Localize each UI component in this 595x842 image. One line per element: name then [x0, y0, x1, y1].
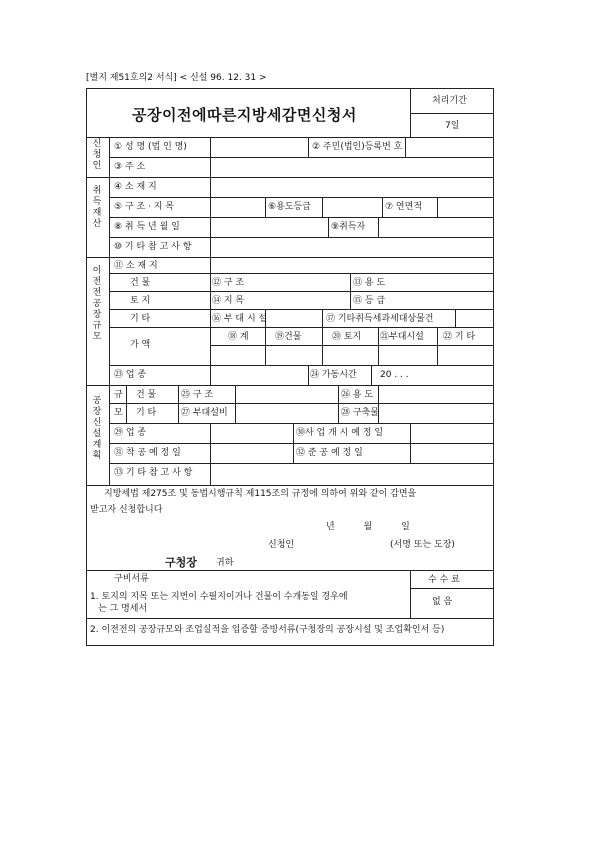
new-building-label: 건 물 [136, 390, 157, 400]
signature-or-seal: (서명 또는 도장) [390, 540, 455, 550]
applicant-sign-label: 신청인 [268, 540, 295, 550]
value-other-label: ㉒ 기 타 [443, 332, 476, 342]
operating-time-value: 20 . . . [380, 370, 409, 380]
row-line [109, 423, 493, 424]
row-line [109, 273, 493, 274]
col-line [265, 327, 266, 365]
row-line [109, 157, 493, 158]
col-line [308, 365, 309, 385]
acquirer-label: ⑨취득자 [331, 222, 366, 232]
new-factory-plan-section-label: 공 장 신 설 계 획 [92, 396, 102, 461]
new-plan-notes-label: ㉝ 기 타 참 고 사 항 [114, 468, 193, 478]
required-doc-1-line2: 는 그 명세서 [98, 604, 148, 614]
acquired-notes-label: ⑩ 기 타 참 고 사 항 [114, 242, 192, 252]
required-doc-1-line1: 1. 토지의 지목 또는 지번이 수필지이거나 건물이 수개동일 경우에 [90, 592, 348, 602]
row-line [109, 197, 493, 198]
value-total-label: ⑱ 계 [228, 332, 249, 342]
fee-divider [410, 570, 411, 618]
col-line [378, 327, 379, 365]
col-line [455, 309, 456, 327]
new-facility-label: ㉗ 부대설비 [181, 408, 228, 418]
required-documents-label: 구비서류 [114, 574, 149, 584]
col-line [293, 423, 294, 463]
new-structures-label: ㉘ 구축물 [341, 408, 379, 418]
row-line [109, 291, 493, 292]
col-line [235, 385, 236, 423]
acquisition-date-label: ⑧ 취 득 년 월 일 [114, 222, 180, 232]
new-other-label: 기 타 [136, 408, 157, 418]
col-line [178, 385, 179, 423]
pre-move-other-label: 기 타 [130, 314, 151, 324]
col-line [382, 197, 383, 217]
col-line [322, 309, 323, 327]
value-land-label: ⑳ 토지 [332, 332, 362, 342]
row-line [109, 327, 493, 328]
col-line [210, 423, 211, 485]
col-line [437, 197, 438, 217]
required-doc-2: 2. 이전전의 공장규모와 조업실적을 입증할 증빙서류(구청장의 공장시설 및 조업확인서 등) [90, 625, 445, 635]
row-line [109, 237, 493, 238]
col-line [210, 177, 211, 257]
col-line [378, 217, 379, 237]
pre-move-category-label: ⑭ 지 목 [212, 296, 245, 306]
row-line [210, 345, 493, 346]
new-structure-label: ㉕ 구 조 [181, 390, 214, 400]
col-line [328, 217, 329, 237]
frame-left-line [86, 88, 87, 645]
new-usage-label: ㉖ 용 도 [341, 390, 374, 400]
col-line [126, 385, 127, 423]
row-line [109, 309, 493, 310]
row-line [109, 217, 493, 218]
pre-move-land-label: 토 지 [130, 296, 151, 306]
col-line [338, 385, 339, 423]
col-line [405, 137, 406, 157]
declaration-text-line2: 받고자 신청합니다 [90, 505, 163, 515]
title-bottom-line [86, 137, 493, 138]
pre-move-factory-section-label: 이 전 전 공 장 규 모 [92, 266, 102, 342]
registration-number-label: ② 주민(법인)등록번 호 [312, 142, 403, 152]
col-line [210, 137, 211, 177]
location-label: ④ 소 재 지 [114, 182, 157, 192]
construction-start-date-label: ㉛ 착 공 예 정 일 [114, 448, 181, 458]
col-line [322, 327, 323, 365]
frame-bottom-line [86, 645, 494, 646]
docs-top-line [86, 570, 493, 571]
col-line [437, 327, 438, 365]
recipient-honorific: 귀하 [216, 558, 234, 568]
fee-value: 없 음 [432, 597, 453, 607]
section-line [86, 485, 493, 486]
processing-period-value: 7일 [445, 121, 460, 131]
pre-move-industry-label: ㉓ 업 종 [114, 370, 147, 380]
value-building-label: ⑲건물 [275, 332, 302, 342]
form-number-header: [별지 제51호의2 서식] < 신설 96. 12. 31 > [86, 73, 267, 83]
completion-date-label: ㉜ 준 공 예 정 일 [296, 448, 363, 458]
row-line [109, 443, 493, 444]
processing-mid-line [410, 113, 493, 114]
processing-period-label: 처리기간 [432, 96, 467, 106]
row-line [109, 463, 493, 464]
col-line [308, 137, 309, 157]
pre-move-location-label: ⑪ 소 재 지 [114, 261, 158, 271]
business-start-date-label: ㉚사 업 개 시 예 정 일 [296, 428, 384, 438]
docs-mid-line [86, 618, 493, 619]
section-line [86, 177, 493, 178]
form-title: 공장이전에따른지방세감면신청서 [132, 106, 357, 124]
pre-move-building-label: 건 물 [130, 278, 151, 288]
col-line [410, 423, 411, 463]
application-date: 년 월 일 [326, 522, 410, 532]
row-line [109, 403, 493, 404]
pre-move-other-taxable-label: ⑰ 기타취득세과세대상물건 [326, 314, 434, 324]
pre-move-facility-label: ⑯ 부 대 시 설 [212, 314, 268, 324]
section-line [86, 385, 493, 386]
new-industry-label: ㉙ 업 종 [114, 428, 147, 438]
scale-label-top: 규 [114, 390, 123, 400]
floor-area-label: ⑦ 연면적 [385, 202, 423, 212]
col-line [265, 197, 266, 217]
pre-move-usage-label: ⑬ 용 도 [353, 278, 386, 288]
address-label: ③ 주 소 [114, 162, 146, 172]
applicant-section-label: 신 청 인 [92, 139, 102, 171]
fee-mid-line [410, 588, 493, 589]
fee-label: 수 수 료 [428, 575, 460, 585]
scale-label-bottom: 모 [114, 408, 123, 418]
recipient-office: 구청장 [165, 556, 197, 569]
section-column-line [109, 137, 110, 485]
frame-right-line [493, 88, 494, 645]
structure-category-label: ⑤ 구 조 · 지 목 [114, 202, 175, 212]
frame-top-line [86, 88, 493, 89]
usage-grade-label: ⑥용도등급 [268, 202, 311, 212]
col-line [322, 197, 323, 217]
col-line [210, 257, 211, 385]
name-label: ① 성 명 (법 인 명) [114, 142, 187, 152]
pre-move-structure-label: ⑫ 구 조 [212, 278, 245, 288]
pre-move-value-label: 가 액 [130, 340, 151, 350]
pre-move-grade-label: ⑮ 등 급 [353, 296, 386, 306]
acquired-property-section-label: 취 득 재 산 [92, 186, 102, 229]
col-line [350, 273, 351, 309]
declaration-text-line1: 지방세법 제275조 및 동법시행규칙 제115조의 규정에 의하여 위와 같이 감면을 [104, 489, 417, 499]
row-line [109, 365, 493, 366]
section-line [86, 257, 493, 258]
operating-time-label: ㉔ 가동시간 [310, 370, 357, 380]
value-facility-label: ㉑부대시설 [380, 332, 424, 342]
col-line [371, 365, 372, 385]
